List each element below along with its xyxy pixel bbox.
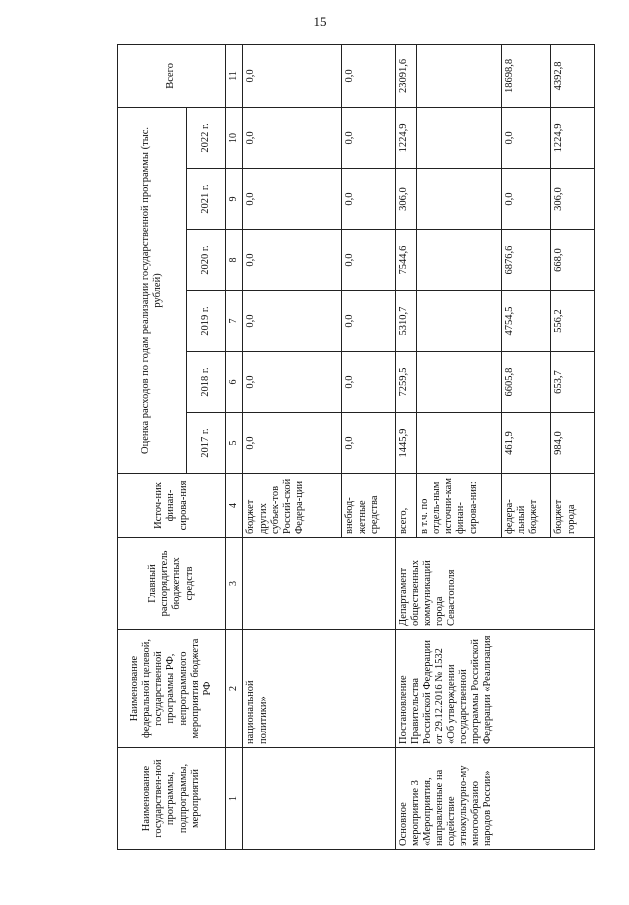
value-cell: 0,0 (342, 107, 395, 168)
value-cell: 0,0 (342, 352, 395, 413)
index-cell: 11 (225, 44, 243, 107)
header-year: 2019 г. (187, 291, 226, 352)
value-cell: 0,0 (342, 413, 395, 474)
value-cell: 306,0 (395, 169, 417, 230)
value-cell (417, 107, 502, 168)
value-cell: 653,7 (551, 352, 595, 413)
table-row (243, 44, 342, 849)
value-cell: 0,0 (243, 230, 342, 291)
expenses-table (117, 44, 595, 850)
value-cell: 0,0 (342, 291, 395, 352)
index-cell: 1 (225, 748, 243, 850)
value-cell: 1224,9 (395, 107, 417, 168)
index-cell: 5 (225, 413, 243, 474)
header-year: 2018 г. (187, 352, 226, 413)
block2-col3: Департамент общественных коммуникаций города Севастополя (395, 538, 594, 630)
block2-col1: Основное мероприятие 3 «Мероприятия, направленные на содействие этнокультурно-му многообразию народов России» (395, 748, 594, 850)
value-cell: 4754,5 (501, 291, 551, 352)
value-cell: 23091,6 (395, 44, 417, 107)
value-cell: 6605,8 (501, 352, 551, 413)
header-year: 2021 г. (187, 169, 226, 230)
value-cell: 4392,8 (551, 44, 595, 107)
header-col2: Наименование федеральной целевой, государственной программы РФ, непрограммного мероприятия бюджета РФ (118, 630, 226, 748)
header-total: Всего (118, 44, 226, 107)
value-cell: 0,0 (243, 44, 342, 107)
value-cell: 556,2 (551, 291, 595, 352)
value-cell (417, 352, 502, 413)
header-year: 2020 г. (187, 230, 226, 291)
block1-col1 (243, 748, 395, 850)
value-cell (417, 44, 502, 107)
value-cell: 0,0 (243, 413, 342, 474)
value-cell: 0,0 (243, 169, 342, 230)
value-cell: 0,0 (243, 352, 342, 413)
block1-col2: национальной политики» (243, 630, 395, 748)
source-cell: в т.ч. по отдель-ным источни-кам финан-сирова-ния: (417, 474, 502, 538)
value-cell: 6876,6 (501, 230, 551, 291)
value-cell (417, 291, 502, 352)
value-cell: 0,0 (342, 44, 395, 107)
header-year: 2017 г. (187, 413, 226, 474)
source-cell: всего, (395, 474, 417, 538)
table-row (395, 44, 417, 849)
value-cell: 5310,7 (395, 291, 417, 352)
index-cell: 2 (225, 630, 243, 748)
header-estimate: Оценка расходов по годам реализации государственной программы (тыс. рублей) (118, 107, 187, 473)
header-year: 2022 г. (187, 107, 226, 168)
index-cell: 10 (225, 107, 243, 168)
source-cell: бюджет города (551, 474, 595, 538)
value-cell (417, 169, 502, 230)
value-cell: 306,0 (551, 169, 595, 230)
value-cell: 461,9 (501, 413, 551, 474)
index-cell: 7 (225, 291, 243, 352)
value-cell: 0,0 (501, 169, 551, 230)
header-col1: Наименование государствен-ной программы, подпрограммы, мероприятий (118, 748, 226, 850)
block2-col2: Постановление Правительства Российской Федерации от 29.12.2016 № 1532 «Об утверждении государственной программы Российской Федерации «Реализация (395, 630, 594, 748)
value-cell: 0,0 (342, 230, 395, 291)
source-cell: бюджет других субъек-тов Россий-ской Федера-ции (243, 474, 342, 538)
value-cell: 18698,8 (501, 44, 551, 107)
value-cell: 1224,9 (551, 107, 595, 168)
value-cell: 7259,5 (395, 352, 417, 413)
value-cell: 7544,6 (395, 230, 417, 291)
value-cell (417, 230, 502, 291)
value-cell: 0,0 (342, 169, 395, 230)
index-cell: 6 (225, 352, 243, 413)
index-row (225, 44, 243, 849)
source-cell: внебюд-жетные средства (342, 474, 395, 538)
index-cell: 3 (225, 538, 243, 630)
index-cell: 8 (225, 230, 243, 291)
value-cell: 0,0 (243, 291, 342, 352)
value-cell (417, 413, 502, 474)
header-col3: Главный распорядитель бюджетных средств (118, 538, 226, 630)
value-cell: 1445,9 (395, 413, 417, 474)
source-cell: федера-льный бюджет (501, 474, 551, 538)
rotated-table-sheet (117, 45, 595, 850)
value-cell: 668,0 (551, 230, 595, 291)
value-cell: 0,0 (501, 107, 551, 168)
index-cell: 4 (225, 474, 243, 538)
block1-col3 (243, 538, 395, 630)
index-cell: 9 (225, 169, 243, 230)
page-number: 15 (313, 14, 327, 29)
value-cell: 984,0 (551, 413, 595, 474)
header-row-1 (118, 44, 187, 849)
value-cell: 0,0 (243, 107, 342, 168)
header-col4: Источ-ник финан-сирова-ния (118, 474, 226, 538)
